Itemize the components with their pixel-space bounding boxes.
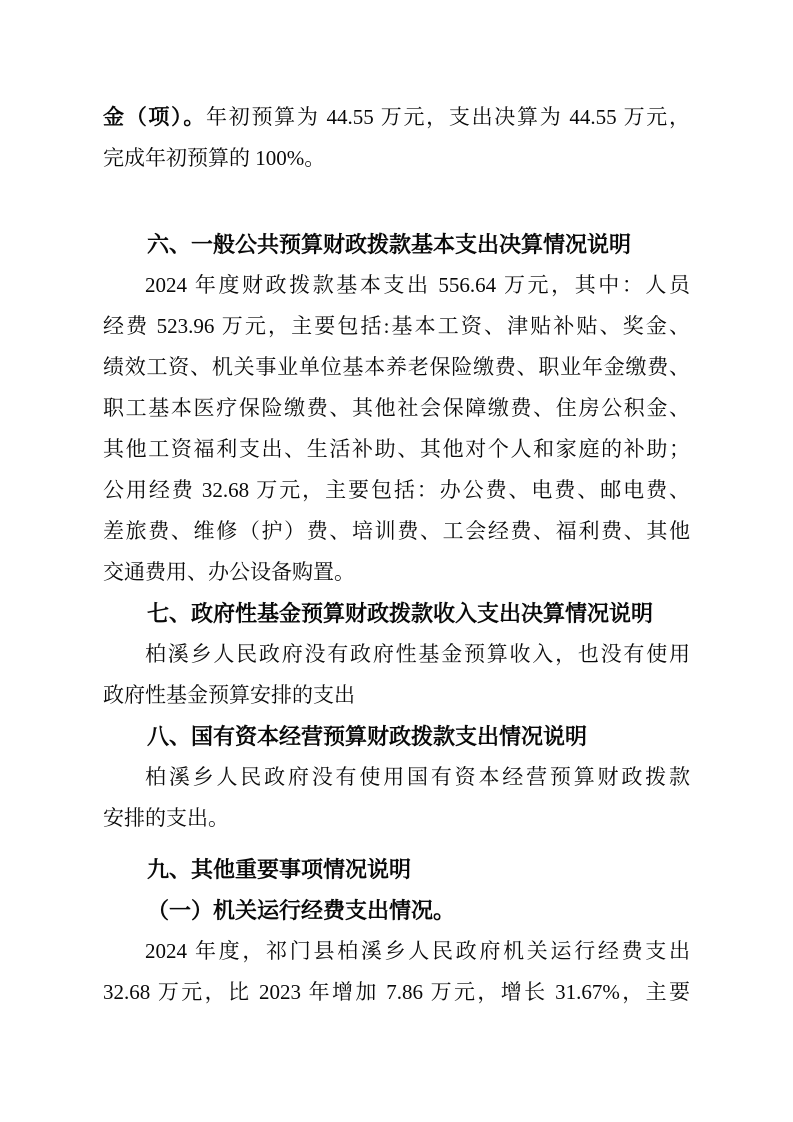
government-funds-paragraph-line-1: 柏溪乡人民政府没有政府性基金预算收入，也没有使用 [145, 642, 690, 666]
basic-expenditure-paragraph-line-3: 绩效工资、机关事业单位基本养老保险缴费、职业年金缴费、 [103, 355, 690, 379]
heading-section-6-basic-expenditure: 六、一般公共预算财政拨款基本支出决算情况说明 [147, 232, 632, 257]
budget-vs-final-text: 年初预算为 44.55 万元，支出决算为 44.55 万元， [206, 105, 691, 129]
public-funds-paragraph-line-3: 交通费用、办公设备购置。 [103, 560, 355, 584]
continued-paragraph-line [103, 97, 690, 138]
heading-section-7-government-funds: 七、政府性基金预算财政拨款收入支出决算情况说明 [147, 601, 654, 626]
basic-expenditure-paragraph-line-2: 经费 523.96 万元，主要包括:基本工资、津贴补贴、奖金、 [103, 314, 690, 338]
basic-expenditure-paragraph-line-5: 其他工资福利支出、生活补助、其他对个人和家庭的补助； [103, 437, 690, 461]
government-funds-paragraph-line-2: 政府性基金预算安排的支出 [103, 683, 355, 707]
heading-section-8-state-capital: 八、国有资本经营预算财政拨款支出情况说明 [147, 724, 588, 749]
public-funds-paragraph-line-2: 差旅费、维修（护）费、培训费、工会经费、福利费、其他 [103, 519, 690, 543]
fund-item-bold-label: 金（项）。 [103, 106, 207, 129]
basic-expenditure-paragraph-line-4: 职工基本医疗保险缴费、其他社会保障缴费、住房公积金、 [103, 396, 690, 420]
heading-section-9-other-matters: 九、其他重要事项情况说明 [147, 857, 412, 882]
operating-expenses-paragraph-line-2: 32.68 万元，比 2023 年增加 7.86 万元，增长 31.67%，主要 [103, 980, 690, 1004]
subheading-1-operating-expenses: （一）机关运行经费支出情况。 [147, 898, 456, 923]
basic-expenditure-paragraph-line-1: 2024 年度财政拨款基本支出 556.64 万元，其中：人员 [145, 273, 690, 297]
public-funds-paragraph-line-1: 公用经费 32.68 万元，主要包括：办公费、电费、邮电费、 [103, 478, 690, 502]
budget-completion-line: 完成年初预算的 100%。 [103, 146, 326, 170]
state-capital-paragraph-line-2: 安排的支出。 [103, 806, 229, 830]
state-capital-paragraph-line-1: 柏溪乡人民政府没有使用国有资本经营预算财政拨款 [145, 765, 690, 789]
operating-expenses-paragraph-line-1: 2024 年度，祁门县柏溪乡人民政府机关运行经费支出 [145, 939, 690, 963]
